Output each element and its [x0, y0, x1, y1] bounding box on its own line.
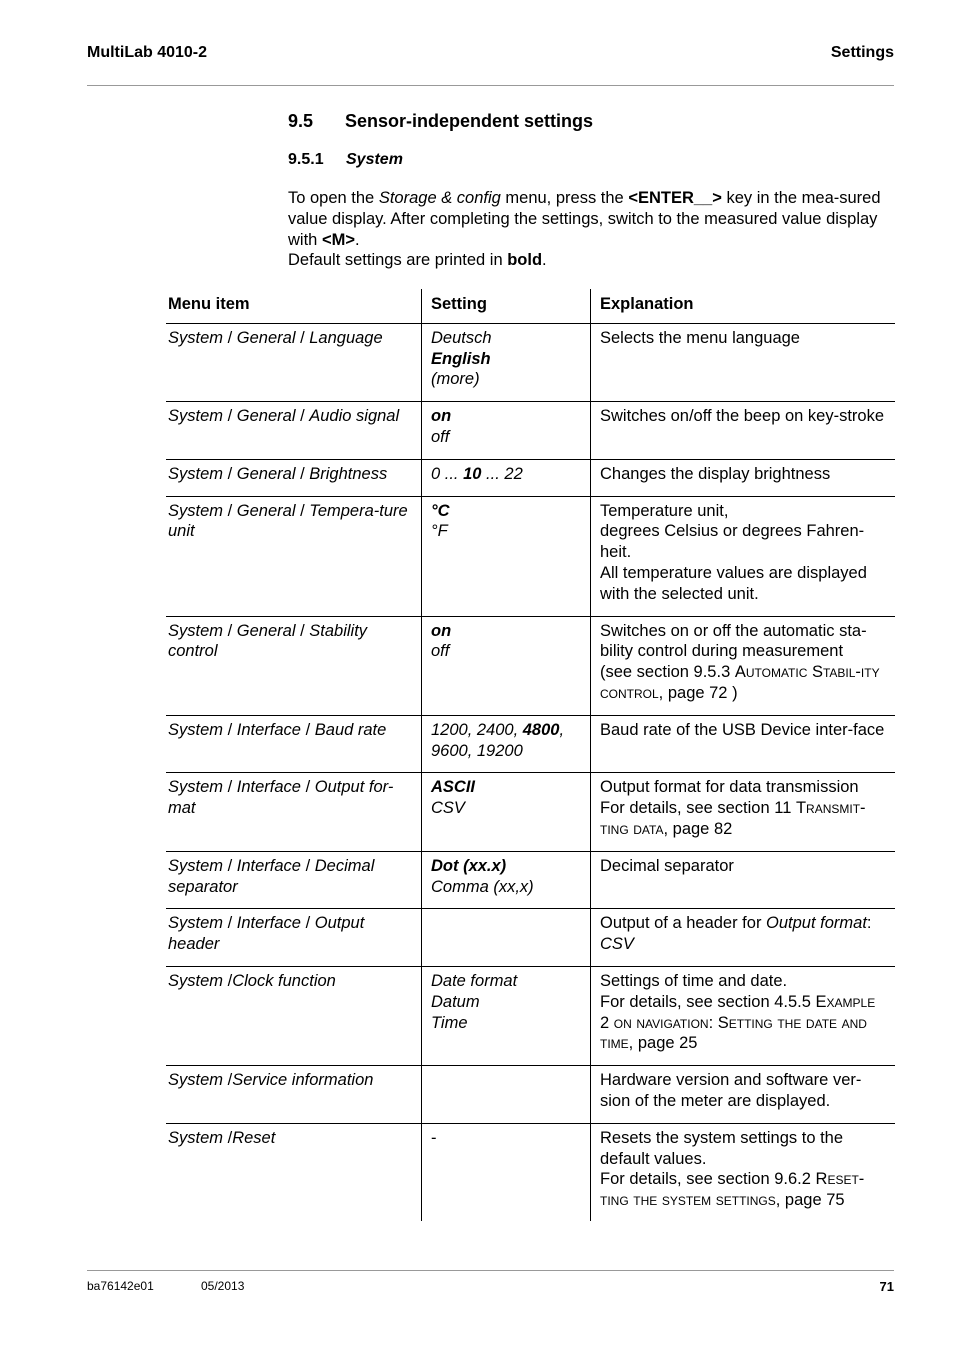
setting-cell — [422, 773, 591, 851]
explanation-line: Hardware version and software ver-sion of the meter are displayed. — [600, 1071, 862, 1110]
table-row — [166, 966, 895, 1065]
reference-text: For details, see section 9.6.2 — [600, 1170, 816, 1189]
setting-cell — [422, 909, 591, 967]
header-menu-item: Menu item — [166, 289, 422, 323]
menu-path-part: System — [168, 1071, 228, 1090]
menu-path-part: General — [236, 464, 296, 483]
menu-path-part: Output header — [168, 914, 365, 954]
setting-option: off — [431, 427, 450, 446]
explanation-cell — [591, 966, 896, 1065]
menu-path-part: Language — [309, 328, 383, 347]
section-number: 9.5 — [288, 111, 314, 131]
header-setting: Setting — [422, 289, 591, 323]
cell-line — [600, 1169, 887, 1211]
running-header-chapter: Settings — [830, 44, 894, 61]
reference-text: , page 75 — [775, 1191, 845, 1210]
explanation-text: CSV — [600, 935, 634, 954]
reference-title: Automatic Stabil-ity control — [600, 663, 880, 702]
table-row — [166, 459, 895, 496]
explanation-cell — [591, 909, 896, 967]
explanation-line: Temperature unit, — [600, 501, 729, 520]
subsection-number: 9.5.1 — [288, 151, 324, 168]
setting-option: °F — [431, 522, 448, 541]
menu-path-part: Stability control — [168, 621, 368, 661]
explanation-cell — [591, 323, 896, 401]
text: menu, press the — [500, 189, 629, 207]
default-setting: on — [431, 621, 452, 640]
explanation-line: Output format for data transmission — [600, 778, 859, 797]
text: Default settings are printed in — [288, 251, 508, 270]
default-setting: English — [431, 349, 491, 368]
setting-cell — [422, 496, 591, 616]
menu-path-part: System — [168, 720, 224, 739]
table-row — [166, 1066, 895, 1124]
setting-option: 0 ... — [431, 464, 464, 483]
setting-option: off — [431, 642, 450, 661]
setting-cell — [422, 459, 591, 496]
defaults-note — [288, 250, 888, 271]
menu-path-part: General — [236, 501, 296, 520]
running-header-title: MultiLab 4010-2 — [87, 44, 208, 61]
setting-option: , 9600, 19200 — [431, 720, 565, 760]
menu-path-part: Interface — [236, 914, 301, 933]
setting-option: Deutsch — [431, 328, 492, 347]
menu-path-part: Brightness — [309, 464, 388, 483]
reference-text: For details, see section 11 — [600, 799, 796, 818]
explanation-cell — [591, 402, 896, 460]
explanation-line: Selects the menu language — [600, 328, 800, 347]
setting-option: (more) — [431, 370, 480, 389]
menu-path-part: Clock function — [232, 971, 336, 990]
table-row — [166, 1123, 895, 1221]
menu-path-part: Interface — [236, 856, 301, 875]
menu-item-cell: System / General / Stability control — [166, 616, 422, 715]
cell-line — [600, 913, 887, 955]
reference-text: (see section 9.5.3 — [600, 663, 735, 682]
explanation-cell — [591, 459, 896, 496]
cell-line — [600, 662, 887, 704]
menu-path-part: Interface — [236, 720, 301, 739]
menu-path-part: System — [168, 621, 224, 640]
intro-text — [288, 188, 888, 271]
explanation-line: Changes the display brightness — [600, 464, 831, 483]
footer-rule — [87, 1270, 894, 1271]
reference-title: Transmit-ting data — [600, 799, 866, 838]
menu-item-cell: System / General / Language — [166, 323, 422, 401]
menu-path-part: Audio signal — [309, 407, 400, 426]
menu-path-part: Output for-mat — [168, 778, 394, 818]
setting-option: Datum — [431, 992, 480, 1011]
menu-name: Storage & config — [378, 189, 501, 207]
menu-item-cell: System / Interface / Output header — [166, 909, 422, 967]
explanation-line: All temperature values are displayed with the selected unit. — [600, 563, 867, 603]
menu-path-part: Decimal separator — [168, 856, 375, 896]
default-setting: ASCII — [431, 778, 476, 797]
cell-line — [600, 798, 887, 840]
explanation-cell — [591, 715, 896, 773]
table-row — [166, 715, 895, 773]
bold-word: bold — [507, 251, 543, 270]
table-row — [166, 909, 895, 967]
key-name: <ENTER__> — [628, 189, 722, 207]
menu-path-part: System — [168, 914, 224, 933]
menu-path-part: Interface — [236, 778, 301, 797]
header-explanation: Explanation — [591, 289, 896, 323]
explanation-cell — [591, 496, 896, 616]
setting-cell — [422, 323, 591, 401]
menu-path-part: Service information — [232, 1071, 374, 1090]
menu-item-cell: System / Interface / Decimal separator — [166, 851, 422, 909]
explanation-cell — [591, 1066, 896, 1124]
menu-path-part: General — [236, 407, 296, 426]
menu-path-part: Tempera-ture unit — [168, 501, 408, 541]
default-setting: on — [431, 407, 452, 426]
explanation-line: Switches on or off the automatic sta-bility control during measurement — [600, 621, 867, 661]
table-row — [166, 773, 895, 851]
setting-option: CSV — [431, 799, 465, 818]
explanation-cell — [591, 851, 896, 909]
explanation-line: Decimal separator — [600, 856, 734, 875]
menu-item-cell: System / General / Brightness — [166, 459, 422, 496]
menu-item-cell: System / General / Audio signal — [166, 402, 422, 460]
table-header-row — [166, 289, 895, 323]
setting-option: Date format — [431, 971, 518, 990]
explanation-line: Resets the system settings to the default values. — [600, 1128, 844, 1168]
text: To open the — [288, 189, 379, 207]
table-row — [166, 402, 895, 460]
setting-option: Comma (xx,x) — [431, 877, 534, 896]
explanation-text: Output format — [766, 914, 867, 933]
menu-path-part: System — [168, 1128, 228, 1147]
footer-date: 05/2013 — [201, 1279, 245, 1293]
menu-path-part: System — [168, 328, 224, 347]
explanation-text: : — [866, 914, 872, 933]
setting-option: - — [431, 1128, 437, 1147]
setting-cell — [422, 966, 591, 1065]
text: key in the mea-sured value display. After completing the settings, switch to the measured value display with — [288, 189, 881, 249]
header-rule — [87, 85, 894, 86]
default-setting: 4800 — [522, 720, 560, 739]
footer-doc-number: ba76142e01 — [87, 1279, 154, 1293]
cell-line — [600, 992, 887, 1054]
menu-path-part: System — [168, 501, 224, 520]
menu-item-cell: System /Clock function — [166, 966, 422, 1065]
menu-item-cell: System / Interface / Baud rate — [166, 715, 422, 773]
menu-item-cell: System / General / Tempera-ture unit — [166, 496, 422, 616]
subsection-title: System — [346, 151, 403, 168]
intro-paragraph — [288, 188, 888, 250]
explanation-cell — [591, 773, 896, 851]
default-setting: 10 — [463, 464, 482, 483]
menu-path-part: System — [168, 464, 224, 483]
table-row — [166, 616, 895, 715]
section-title: Sensor-independent settings — [345, 111, 594, 131]
explanation-cell — [591, 1123, 896, 1221]
setting-cell — [422, 616, 591, 715]
setting-option: ... 22 — [481, 464, 523, 483]
menu-item-cell: System /Service information — [166, 1066, 422, 1124]
setting-cell — [422, 402, 591, 460]
setting-option: 1200, 2400, — [431, 720, 523, 739]
key-name: <M> — [321, 230, 355, 249]
page-number: 71 — [879, 1279, 894, 1294]
text: . — [354, 230, 360, 249]
reference-text: , page 25 — [628, 1034, 698, 1053]
default-setting: °C — [431, 501, 450, 520]
setting-option: Time — [431, 1013, 468, 1032]
default-setting: Dot (xx.x) — [431, 856, 507, 875]
menu-path-part: System — [168, 407, 224, 426]
reference-title: Reset-ting the system settings — [600, 1170, 865, 1210]
menu-path-part: System — [168, 778, 224, 797]
explanation-line: Settings of time and date. — [600, 971, 788, 990]
menu-path-part: General — [236, 621, 296, 640]
setting-cell — [422, 1123, 591, 1221]
setting-cell — [422, 715, 591, 773]
table-row — [166, 323, 895, 401]
cell-line — [431, 720, 582, 762]
reference-text: , page 82 — [663, 819, 733, 838]
reference-text: , page 72 ) — [658, 683, 738, 702]
explanation-cell — [591, 616, 896, 715]
explanation-line: Baud rate of the USB Device inter-face — [600, 720, 885, 739]
menu-path-part: General — [236, 328, 296, 347]
text: . — [542, 251, 547, 270]
explanation-text: Output of a header for — [600, 914, 767, 933]
menu-path-part: System — [168, 971, 228, 990]
table-row — [166, 496, 895, 616]
table-row — [166, 851, 895, 909]
menu-path-part: System — [168, 856, 224, 875]
menu-item-cell: System / Interface / Output for-mat — [166, 773, 422, 851]
setting-cell — [422, 1066, 591, 1124]
explanation-line: degrees Celsius or degrees Fahren-heit. — [600, 522, 865, 562]
menu-item-cell: System /Reset — [168, 1128, 276, 1147]
menu-path-part: Reset — [232, 1128, 276, 1147]
menu-path-part: Baud rate — [314, 720, 387, 739]
settings-table — [166, 289, 895, 1221]
reference-text: For details, see section 4.5.5 — [600, 992, 816, 1011]
reference-title: Example 2 on navigation: Setting the date and time — [600, 992, 876, 1053]
setting-cell — [422, 851, 591, 909]
cell-line — [431, 464, 582, 485]
explanation-line: Switches on/off the beep on key-stroke — [600, 407, 885, 426]
